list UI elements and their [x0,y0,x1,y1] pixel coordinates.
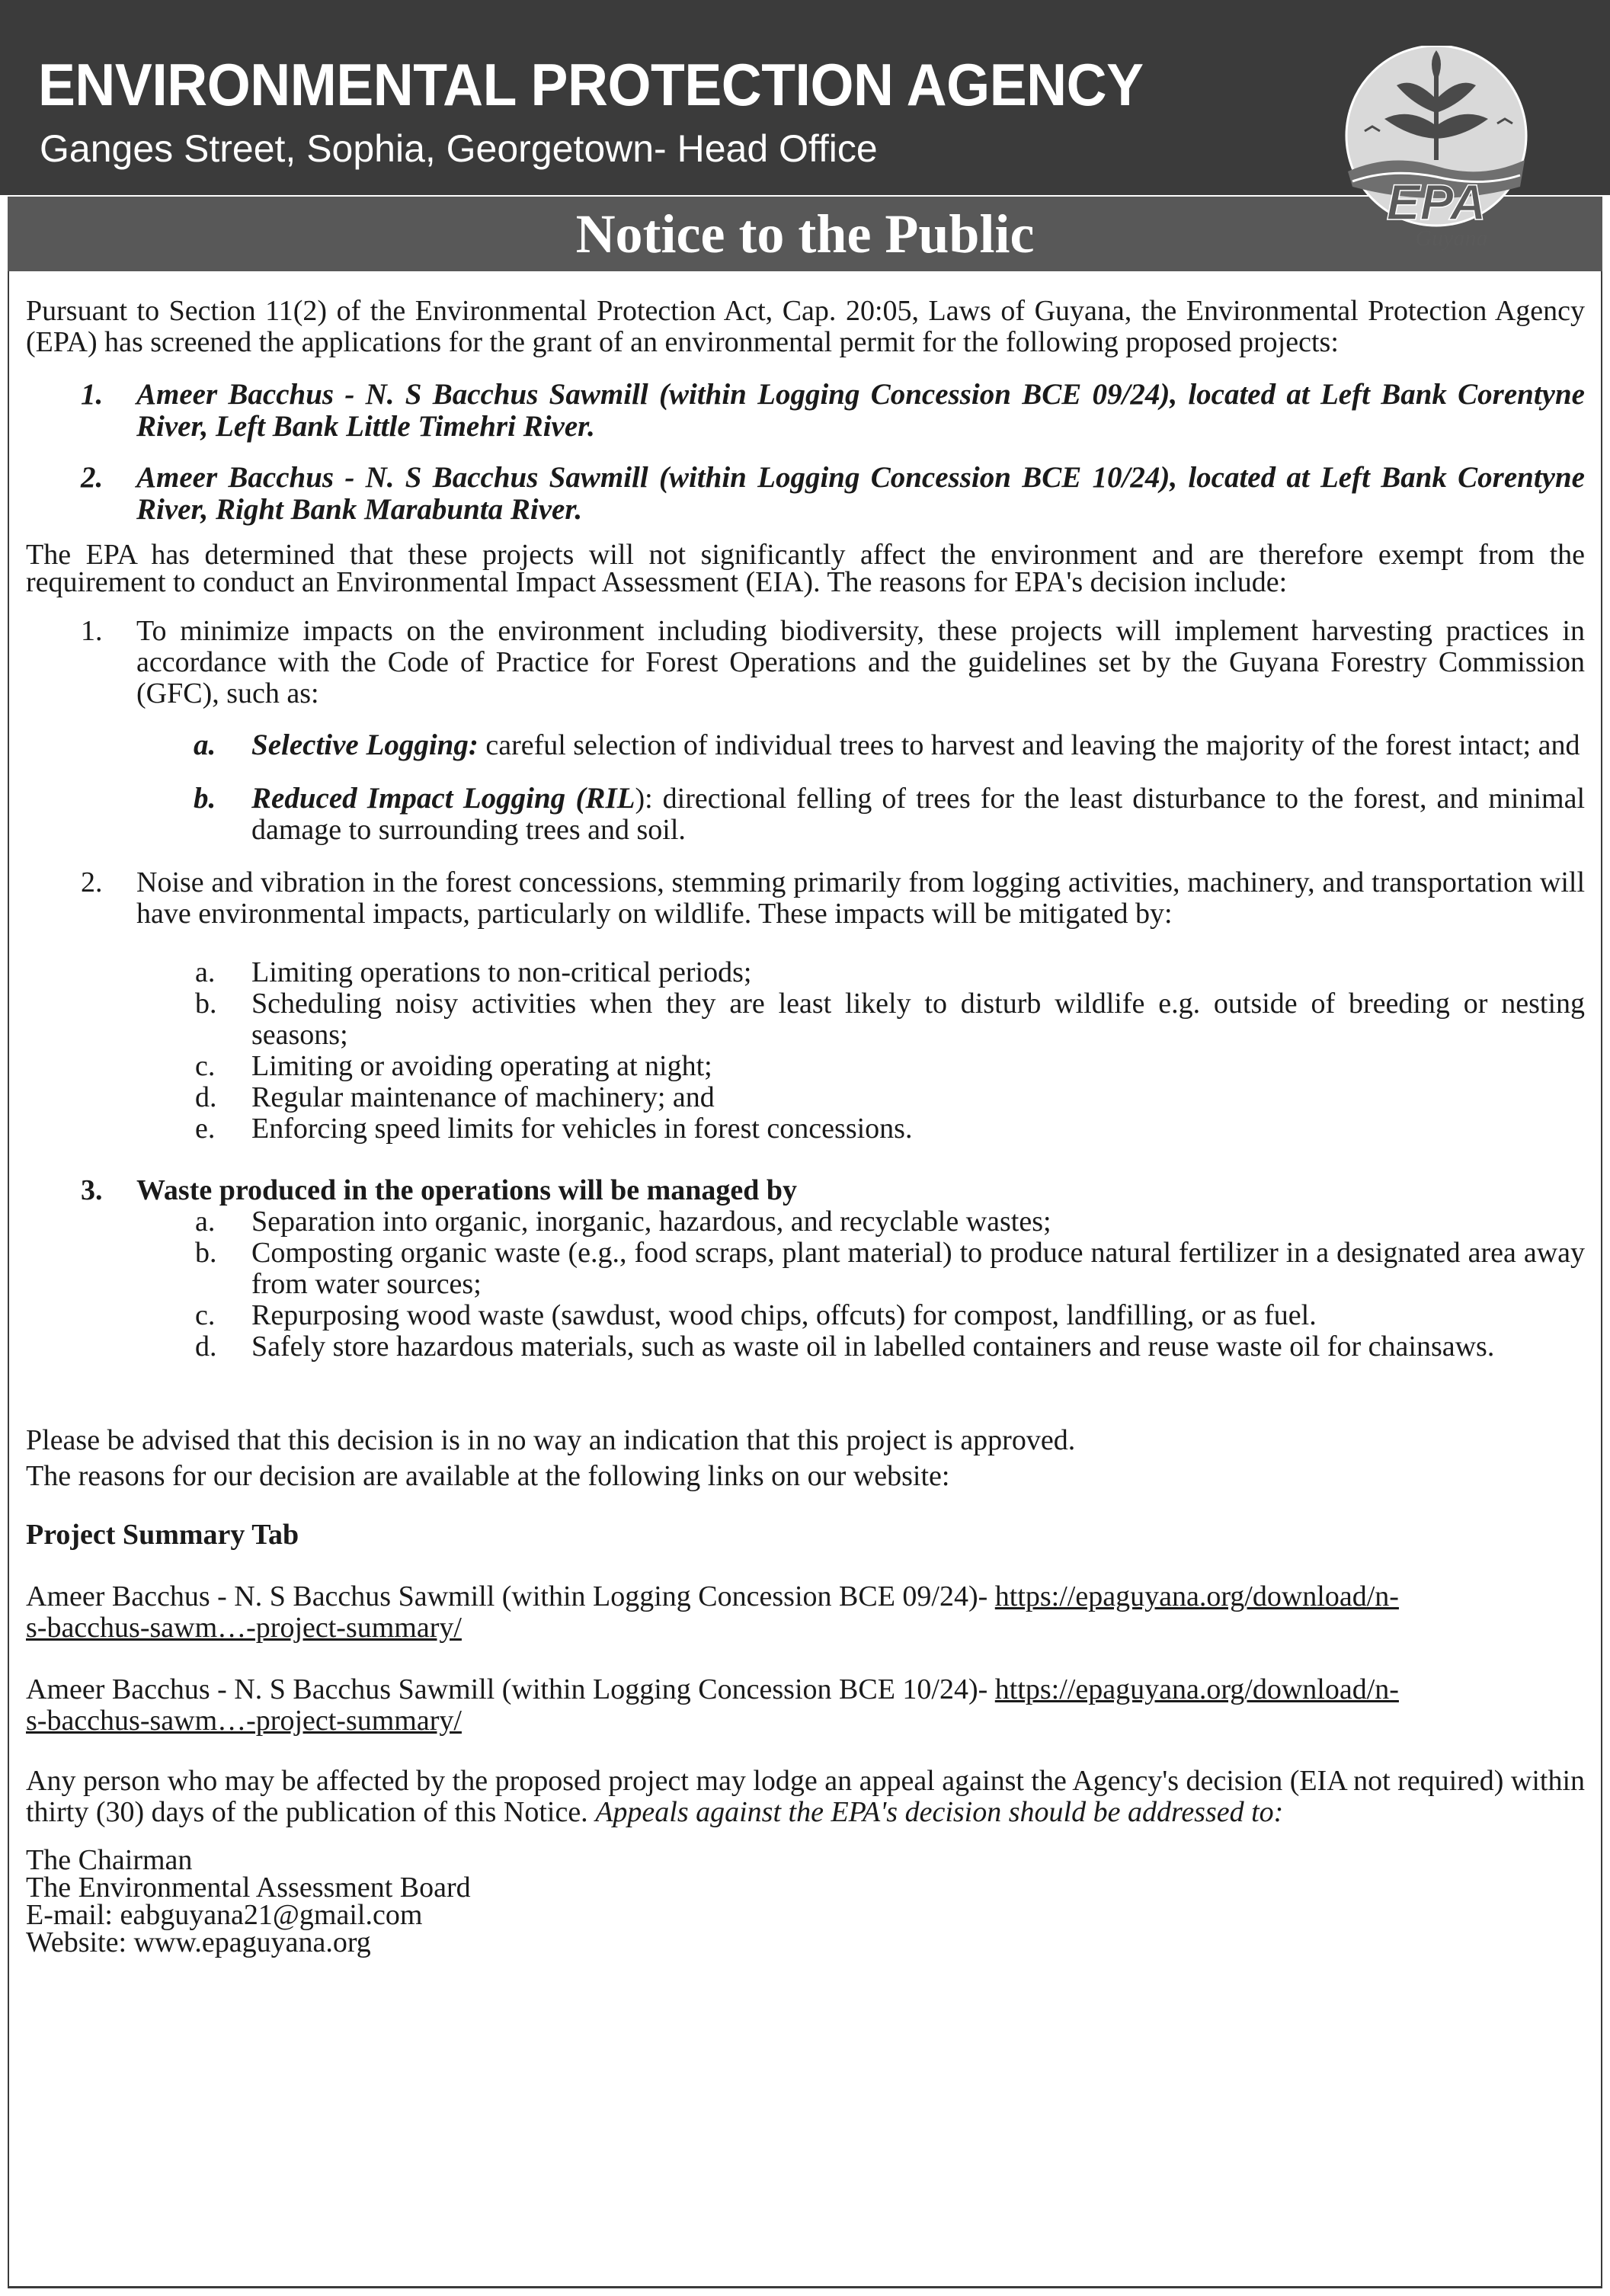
waste-letter: d. [195,1331,217,1363]
advisory-paragraph: The reasons for our decision are available at the following links on our website: [26,1460,950,1492]
waste-text: Safely store hazardous materials, such as waste oil in labelled containers and reuse waste oil for chainsaws. [251,1331,1495,1363]
waste-text: Composting organic waste (e.g., food scraps, plant material) to produce natural fertilizer in a designated area away from water sources; [251,1237,1585,1300]
reason-text: To minimize impacts on the environment including biodiversity, these projects will implement harvesting practices in accordance with the Code of Practice for Forest Operations and the guidelines set by the Guyana Forestry Commission (GFC), such as: [136,615,1585,709]
waste-text: Repurposing wood waste (sawdust, wood chips, offcuts) for compost, landfilling, or as fuel. [251,1299,1317,1331]
project-item [26,462,1585,526]
practice-letter: b. [194,782,216,815]
mitigation-text: Scheduling noisy activities when they are least likely to disturb wildlife e.g. outside of breeding or nesting seasons; [251,988,1585,1051]
contact-title: The Chairman [26,1844,193,1876]
appeal-text: Any person who may be affected by the proposed project may lodge an appeal against the Agency's decision (EIA not required) within thirty (30) days of the publication of this Notice. [26,1765,1585,1828]
project-summary-link[interactable]: s-bacchus-sawm…-project-summary/ [26,1612,462,1644]
agency-address: Ganges Street, Sophia, Georgetown- Head Office [40,127,878,170]
summary-heading: Project Summary Tab [26,1519,299,1551]
contact-organization: The Environmental Assessment Board [26,1872,471,1904]
mitigation-letter: b. [195,988,217,1020]
contact-block [26,1846,1585,1956]
project-text: Ameer Bacchus - N. S Bacchus Sawmill (within Logging Concession BCE 10/24), located at Left Bank Corentyne River, Right Bank Marabunta River. [136,461,1585,526]
summary-link-entry [26,1581,1585,1644]
mitigation-text: Limiting operations to non-critical periods; [251,956,752,988]
reason-text: Noise and vibration in the forest concessions, stemming primarily from logging activities, machinery, and transportation will have environmental impacts, particularly on wildlife. These impacts will be mitigated by: [136,866,1585,930]
logo-wordmark: EPA [1386,174,1487,230]
contact-email: E-mail: eabguyana21@gmail.com [26,1899,423,1931]
reason-heading: Waste produced in the operations will be managed by [136,1174,798,1206]
notice-body [26,296,1585,1956]
appeal-instruction: Appeals against the EPA's decision should be addressed to: [595,1796,1284,1828]
mitigation-list [26,957,1585,1145]
practice-term: Reduced Impact Logging (RIL [251,782,635,815]
reason-item [26,616,1585,709]
waste-letter: a. [195,1206,216,1238]
practice-item [26,729,1585,761]
practice-description: careful selection of individual trees to harvest and leaving the majority of the forest intact; and [478,729,1580,761]
waste-letter: c. [195,1299,216,1331]
waste-letter: b. [195,1237,217,1269]
practice-term: Selective Logging: [251,729,479,761]
project-item [26,379,1585,443]
waste-item [26,1206,1585,1238]
waste-item [26,1300,1585,1331]
appeal-paragraph [26,1766,1585,1828]
project-number: 2. [81,461,104,494]
waste-text: Separation into organic, inorganic, hazardous, and recyclable wastes; [251,1206,1051,1238]
logo-subtext: Guyana [1415,226,1488,251]
mitigation-text: Regular maintenance of machinery; and [251,1081,715,1113]
reason-number: 1. [81,615,103,647]
agency-name: ENVIRONMENTAL PROTECTION AGENCY [38,51,1144,118]
practice-letter: a. [194,729,216,761]
project-summary-link[interactable]: https://epaguyana.org/download/n- [994,1673,1399,1705]
epa-logo-icon [1337,46,1535,251]
mitigation-item [26,988,1585,1051]
reason-number: 2. [81,866,103,898]
project-summary-link[interactable]: s-bacchus-sawm…-project-summary/ [26,1705,462,1737]
waste-item [26,1331,1585,1363]
practice-term-end: ) [635,783,645,815]
mitigation-item [26,1051,1585,1082]
mitigation-item [26,957,1585,988]
mitigation-letter: c. [195,1050,216,1082]
summary-link-label: Ameer Bacchus - N. S Bacchus Sawmill (within Logging Concession BCE 10/24)- [26,1673,995,1705]
contact-website: Website: www.epaguyana.org [26,1926,371,1958]
reason-item [26,1175,1585,1206]
advisory-paragraph: Please be advised that this decision is in no way an indication that this project is approved. [26,1424,1076,1456]
determination-paragraph: The EPA has determined that these projects will not significantly affect the environment and are therefore exempt from the requirement to conduct an Environmental Impact Assessment (EIA). The reasons for EPA's decision include: [26,539,1585,598]
project-summary-link[interactable]: https://epaguyana.org/download/n- [994,1580,1399,1612]
notice-title: Notice to the Public [575,203,1035,264]
mitigation-letter: d. [195,1081,217,1113]
summary-link-label: Ameer Bacchus - N. S Bacchus Sawmill (within Logging Concession BCE 09/24)- [26,1580,995,1612]
mitigation-letter: e. [195,1113,216,1145]
mitigation-item [26,1113,1585,1145]
mitigation-item [26,1082,1585,1113]
project-number: 1. [81,378,104,411]
summary-link-entry [26,1674,1585,1737]
practice-item [26,783,1585,846]
reason-number: 3. [81,1174,103,1206]
reason-item [26,867,1585,930]
practice-description: : directional felling of trees for the least disturbance to the forest, and minimal damage to surrounding trees and soil. [251,783,1586,846]
project-text: Ameer Bacchus - N. S Bacchus Sawmill (within Logging Concession BCE 09/24), located at Left Bank Corentyne River, Left Bank Little Timehri River. [136,378,1585,443]
mitigation-text: Limiting or avoiding operating at night; [251,1050,712,1082]
waste-item [26,1238,1585,1300]
mitigation-text: Enforcing speed limits for vehicles in forest concessions. [251,1113,913,1145]
waste-list [26,1206,1585,1363]
intro-paragraph: Pursuant to Section 11(2) of the Environmental Protection Act, Cap. 20:05, Laws of Guyana, the Environmental Protection Agency (EPA) has screened the applications for the grant of an environmental permit for the following proposed projects: [26,295,1585,358]
mitigation-letter: a. [195,956,216,988]
